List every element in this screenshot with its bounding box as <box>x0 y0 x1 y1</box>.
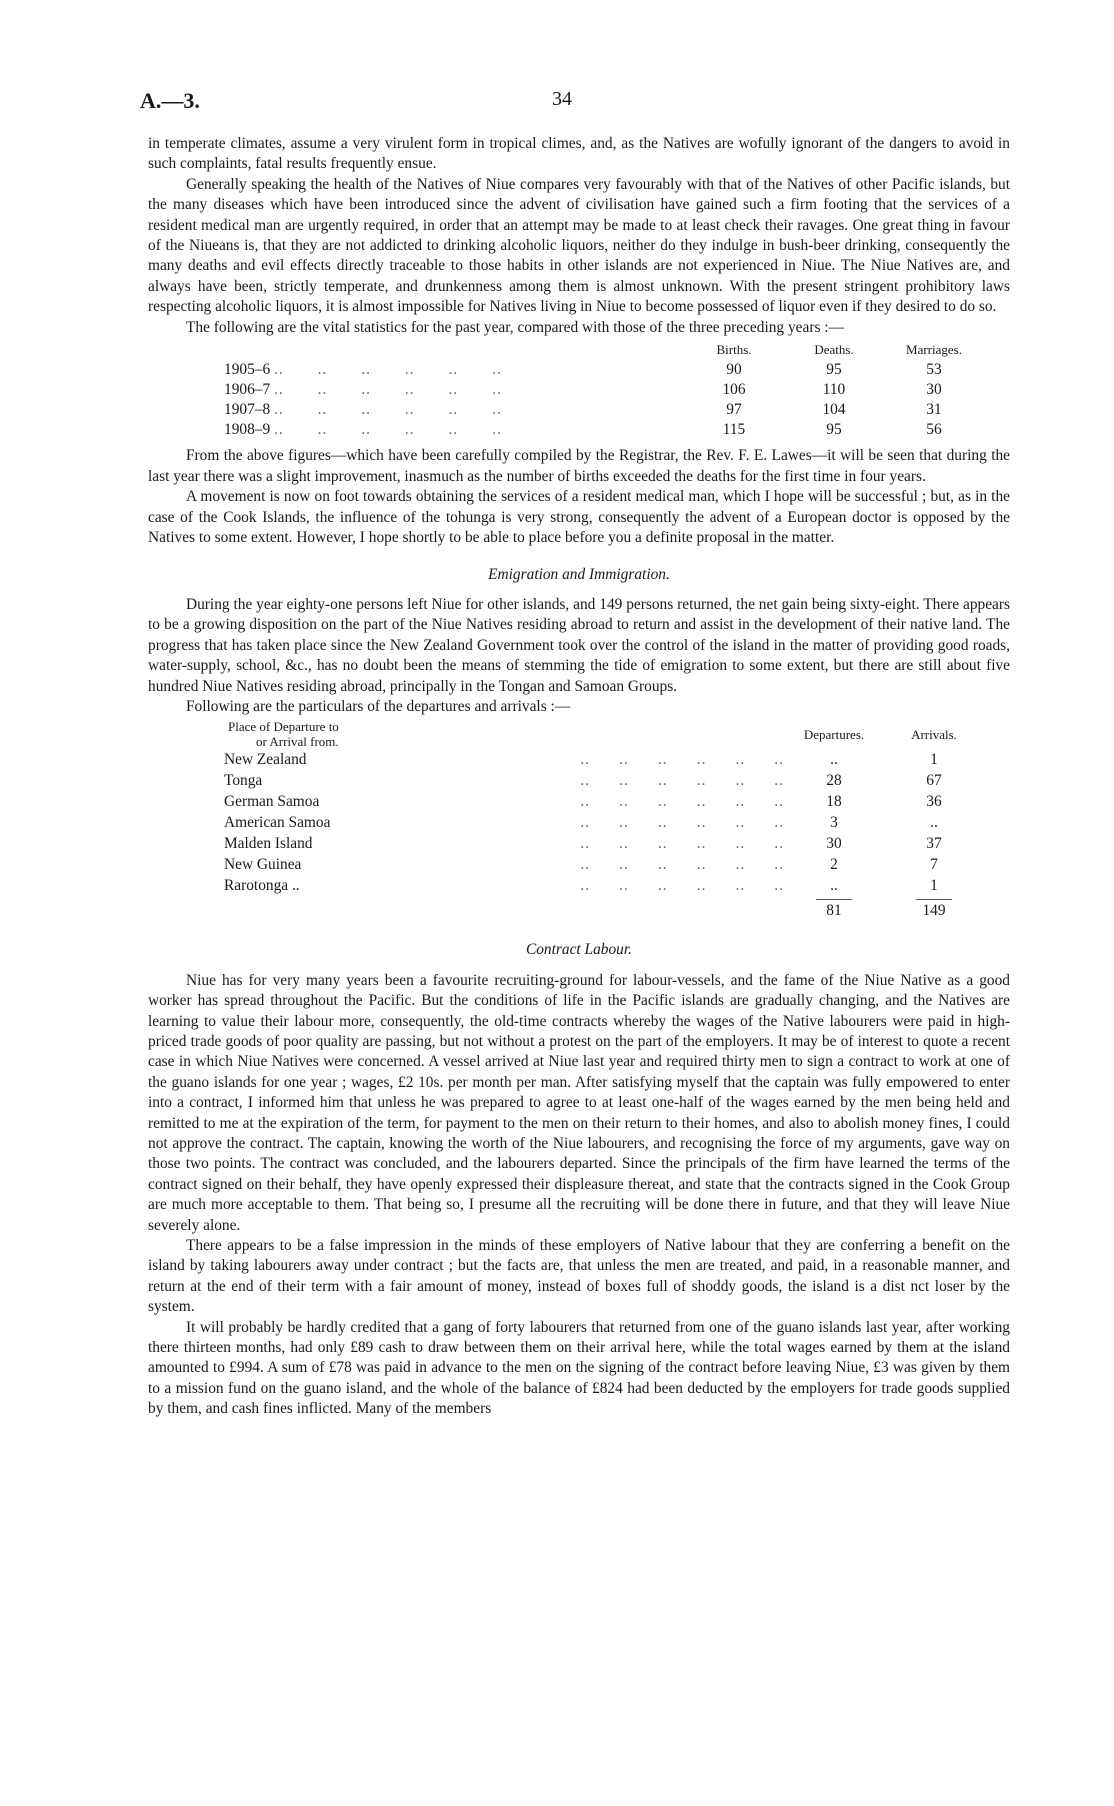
total-rule <box>916 899 952 900</box>
paragraph: A movement is now on foot towards obtaining the services of a resident medical man, which I hope will be successful ; but, as in the case of the Cook Islands, the influence of the tohunga is very strong, consequently the advent of a European doctor is opposed by the Natives to some extent. However, I hope shortly to be able to place before you a definite proposal in the matter. <box>148 488 1010 547</box>
departures-cell: 18 <box>826 793 842 811</box>
departures-header: Departures. <box>803 726 865 742</box>
arrivals-cell: 37 <box>926 835 942 853</box>
table-row: American Samoa .. .. .. .. .. .. 3 .. <box>224 812 984 833</box>
deaths-cell: 104 <box>822 401 846 419</box>
table-row: New Zealand .. .. .. .. .. .. .. 1 <box>224 749 984 770</box>
page-number: 34 <box>552 88 572 110</box>
births-cell: 115 <box>722 421 746 439</box>
arrivals-cell: 1 <box>930 751 938 769</box>
arrivals-header: Arrivals. <box>911 726 957 742</box>
departures-cell: 3 <box>830 814 838 832</box>
departures-arrivals-table <box>224 719 984 924</box>
place-cell: Rarotonga .. <box>224 877 300 895</box>
paragraph: During the year eighty-one persons left Niue for other islands, and 149 persons returned, the net gain being sixty-eight. There appears to be a growing disposition on the part of the Niue Natives residing abroad to return and assist in the development of their native land. The progress that has taken place since the New Zealand Government took over the control of the island in the matter of providing good roads, water-supply, school, &c., has no doubt been the means of stemming the tide of emigration to some extent, but there are still about five hundred Niue Natives residing abroad, principally in the Tongan and Samoan Groups. <box>148 595 1010 695</box>
table-row: New Guinea .. .. .. .. .. .. 2 7 <box>224 854 984 875</box>
place-cell: Malden Island <box>224 835 313 853</box>
departures-cell: 28 <box>826 772 842 790</box>
year-cell: 1905–6 <box>224 361 271 379</box>
paragraph: in temperate climates, assume a very virulent form in tropical climes, and, as the Natives are wofully ignorant of the dangers to avoid in such complaints, fatal results frequently ensue. <box>148 135 1010 173</box>
arrivals-cell: 36 <box>926 793 942 811</box>
marriages-cell: 30 <box>926 381 942 399</box>
arrivals-cell: 67 <box>926 772 942 790</box>
place-cell: German Samoa <box>224 793 320 811</box>
year-cell: 1907–8 <box>224 401 271 419</box>
births-cell: 97 <box>726 401 742 419</box>
place-header: Place of Departure to or Arrival from. <box>228 719 339 750</box>
place-cell: New Guinea <box>224 856 302 874</box>
vital-statistics-table <box>224 340 984 440</box>
place-cell: Tonga <box>224 772 263 790</box>
table-row: 1908–9 .. .. .. .. .. .. 115 95 56 <box>224 420 984 440</box>
deaths-cell: 110 <box>822 381 846 399</box>
year-cell: 1906–7 <box>224 381 271 399</box>
paragraph: Generally speaking the health of the Natives of Niue compares very favourably with that of the Natives of other Pacific islands, but the many diseases which have been introduced since the advent of civilisation have gained such a firm footing that the services of a resident medical man are urgently required, in order that an attempt may be made to at least check their ravages. One great thing in favour of the Niueans is, that they are not addicted to drinking alcoholic liquors, neither do they indulge in bush-beer drinking, consequently the many deaths and evil effects directly traceable to those habits in other islands are not experienced in Niue. The Niue Natives are, and always have been, strictly temperate, and drunkenness among them is almost unknown. With the present stringent prohibitory laws respecting alcoholic liquors, it is almost impossible for Natives living in Niue to become possessed of liquor even if they desired to do so. <box>148 175 1010 316</box>
table-row: Rarotonga .. .. .. .. .. .. .. .. 1 <box>224 875 984 896</box>
table-header-row <box>224 340 984 360</box>
table-row: 1906–7 .. .. .. .. .. .. 106 110 30 <box>224 380 984 400</box>
departures-cell: 30 <box>826 835 842 853</box>
total-departures: 81 <box>826 902 842 920</box>
arrivals-cell: 1 <box>930 877 938 895</box>
marriages-header: Marriages. <box>906 342 962 358</box>
arrivals-cell: 7 <box>930 856 938 874</box>
table-row: Tonga .. .. .. .. .. .. 28 67 <box>224 770 984 791</box>
departures-cell: 2 <box>830 856 838 874</box>
place-cell: American Samoa <box>224 814 331 832</box>
total-rule <box>816 899 852 900</box>
document-reference: A.—3. <box>140 88 200 113</box>
births-cell: 90 <box>726 361 742 379</box>
page-body <box>148 134 1010 1420</box>
paragraph: Niue has for very many years been a favourite recruiting-ground for labour-vessels, and the fame of the Niue Native as a good worker has spread throughout the Pacific. But the conditions of life in the Pacific islands are gradually changing, and the Natives are learning to value their labour more, consequently, the old-time contracts whereby the wages of the Native labourers were paid in high-priced trade goods of poor quality are passing, but not without a protest on the part of the employers. It may be of interest to quote a recent case in which Niue Natives were concerned. A vessel arrived at Niue last year and required thirty men to sign a contract to work at one of the guano islands for one year ; wages, £2 10s. per month per man. After satisfying myself that the captain was fully empowered to enter into a contract, I informed him that unless he was prepared to agree to at least one-half of the wages earned by the men being held and remitted to me at the expiration of the term, for payment to the men on their return to their homes, and also to abolish money fines, I could not approve the contract. The captain, knowing the worth of the Niue labourers, and recognising the force of my arguments, gave way on those two points. The contract was concluded, and the labourers departed. Since the principals of the firm have learned the terms of the contract signed on their behalf, they have openly expressed their displeasure thereat, and state that the contracts signed in the Cook Group are much more acceptable to them. That being so, I presume all the recruiting will be done there in future, and that they will leave Niue severely alone. <box>148 971 1010 1234</box>
table-total-row <box>224 896 984 924</box>
paragraph: From the above figures—which have been carefully compiled by the Registrar, the Rev. F. E. Lawes—it will be seen that during the last year there was a slight improvement, inasmuch as the number of births exceeded the deaths for the first time in four years. <box>148 447 1010 485</box>
marriages-cell: 31 <box>926 401 942 419</box>
page-header <box>140 88 980 118</box>
table-row: 1905–6 .. .. .. .. .. .. 90 95 53 <box>224 360 984 380</box>
table-row: German Samoa .. .. .. .. .. .. 18 36 <box>224 791 984 812</box>
deaths-header: Deaths. <box>814 342 854 358</box>
marriages-cell: 53 <box>926 361 942 379</box>
year-cell: 1908–9 <box>224 421 271 439</box>
births-header: Births. <box>716 342 752 358</box>
paragraph: The following are the vital statistics for the past year, compared with those of the three preceding years :— <box>186 318 844 336</box>
paragraph: Following are the particulars of the departures and arrivals :— <box>186 697 571 715</box>
deaths-cell: 95 <box>826 361 842 379</box>
section-heading-contract-labour: Contract Labour. <box>525 941 633 959</box>
total-arrivals: 149 <box>922 902 946 920</box>
paragraph: There appears to be a false impression in the minds of these employers of Native labour that they are conferring a benefit on the island by taking labourers away under contract ; but the facts are, that unless the men are treated, and paid, in a reasonable manner, and return at the end of their term with a fair amount of money, instead of boxes full of shoddy goods, the island is a dist nct loser by the system. <box>148 1237 1010 1316</box>
births-cell: 106 <box>722 381 746 399</box>
paragraph: It will probably be hardly credited that a gang of forty labourers that returned from one of the guano islands last year, after working there thirteen months, had only £89 cash to draw between them on their arrival here, while the total wages earned by them at the island amounted to £994. A sum of £78 was paid in advance to the men on the signing of the contract before leaving Niue, £3 was given by them to a mission fund on the guano island, and the whole of the balance of £824 had been deducted by the employers for trade goods supplied by them, and cash fines inflicted. Many of the members <box>148 1318 1010 1418</box>
place-cell: New Zealand <box>224 751 307 769</box>
departures-cell: .. <box>830 751 838 769</box>
table-row: 1907–8 .. .. .. .. .. .. 97 104 31 <box>224 400 984 420</box>
marriages-cell: 56 <box>926 421 942 439</box>
departures-cell: .. <box>830 877 838 895</box>
section-heading-emigration: Emigration and Immigration. <box>488 565 670 583</box>
deaths-cell: 95 <box>826 421 842 439</box>
table-header-row <box>224 719 984 749</box>
arrivals-cell: .. <box>930 814 938 832</box>
table-row: Malden Island .. .. .. .. .. .. 30 37 <box>224 833 984 854</box>
